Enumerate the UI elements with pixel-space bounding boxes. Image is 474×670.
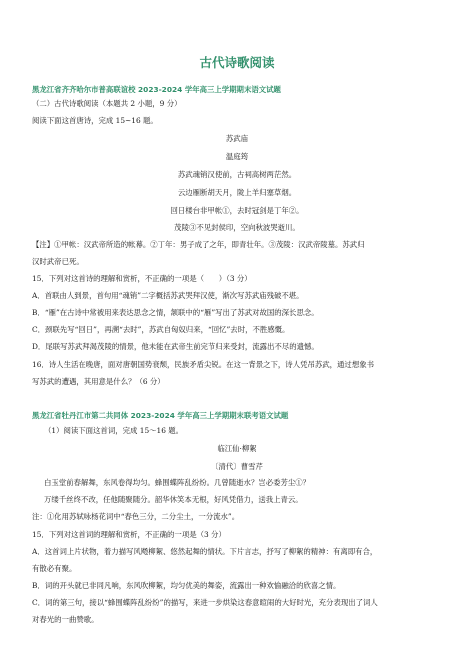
poem-title: 临江仙·柳絮 <box>217 444 257 453</box>
poem-author: 〔清代〕曹雪芹 <box>211 462 263 471</box>
option-a: A．这首词上片状物，着力描写风飏柳絮、悠然起舞的情状。下片言志，抒写了柳絮的精神：有离即有合， <box>32 547 378 556</box>
source-heading-1: 黑龙江省齐齐哈尔市普高联谊校 2023-2024 学年高三上学期期末语文试题 <box>32 85 281 94</box>
poem-line: 白玉堂前春解舞，东风卷得均匀。蜂围蝶阵乱纷纷。几曾随逝水？岂必委芳尘①？ <box>44 478 311 487</box>
note-text: 注：①化用苏轼咏杨花词中“春色三分，二分尘土，一分流水”。 <box>32 512 240 521</box>
option-d: D．尾联写苏武拜渴茂陵的情景，他未能在武帝生前完节归来受封，流露出不尽的遗憾。 <box>32 342 319 351</box>
option-a: A．首联由人到景，首句用“魂销”二字概括苏武哭拜汉使，渐次写苏武庙残破不堪。 <box>32 291 304 300</box>
poem-author: 温庭筠 <box>225 152 249 161</box>
question-15: 15．下列对这首诗的理解和赏析，不正确的一项是（ ）（3 分） <box>32 274 252 283</box>
poem-line: 云边雁断胡天月，陇上羊归塞草烟。 <box>177 188 297 197</box>
option-b: B．词的开头就已非同凡响，东风吹柳絮，均匀优美的舞姿，流露出一种欢愉融洽的欣喜之情。 <box>32 581 341 590</box>
instruction-text: （1）阅读下面这首词，完成 15～16 题。 <box>44 426 184 435</box>
option-c: C．词的第三句，接以“蜂围蝶阵乱纷纷”的描写，来进一步烘染这春意暄闹的大好时光，充分表现出了词人 <box>32 598 378 607</box>
poem-line: 回日楼台非甲帐①，去时冠剑是丁年②。 <box>170 206 304 215</box>
instruction-text: 阅读下面这首唐诗，完成 15~16 题。 <box>32 116 158 125</box>
option-c: C．颈联先写“回日”，再溯“去时”，苏武自匈奴归来，“回忆”去时，不胜感慨。 <box>32 325 290 334</box>
option-b: B．“雁”在古诗中常被用来表达思念之情，颔联中的“雁”写出了苏武对故国的深长思念。 <box>32 308 319 317</box>
question-16: 16．诗人生活在晚唐，面对唐朝国势衰颓，民族矛盾尖锐。在这一背景之下，诗人凭吊苏武，通过想象书 <box>32 360 374 369</box>
note-text: 【注】①甲帐：汉武帝所造的帐幕。②丁年：男子成了之年，即青壮年。③茂陵：汉武帝陵墓。苏武归 <box>32 240 365 249</box>
poem-line: 茂陵③不见封侯印，空向秋波哭逝川。 <box>174 223 300 232</box>
option-a-cont: 有散必有聚。 <box>32 564 77 573</box>
page-title: 古代诗歌阅读 <box>199 55 275 70</box>
option-c-cont: 对春光的一曲赞歌。 <box>32 615 99 624</box>
note-text: 汉时武帝已死。 <box>32 257 84 266</box>
poem-title: 苏武庙 <box>225 134 249 143</box>
poem-line: 苏武魂销汉使前，古祠高树两茫然。 <box>177 170 297 179</box>
poem-line: 万缕千丝终不改，任他随聚随分。韶华休笑本无根，好风凭借力，送我上青云。 <box>44 495 303 504</box>
source-heading-2: 黑龙江省牡丹江市第二共同体 2023-2024 学年高三上学期期末联考语文试题 <box>32 411 289 420</box>
question-15: 15．下列对这首词的理解和赏析，不正确的一项是（3 分） <box>32 530 226 539</box>
question-16-cont: 写苏武的遭遇，其用意是什么？（6 分） <box>32 377 165 386</box>
section-heading: （二）古代诗歌阅读（本题共 2 小题，9 分） <box>32 99 182 108</box>
